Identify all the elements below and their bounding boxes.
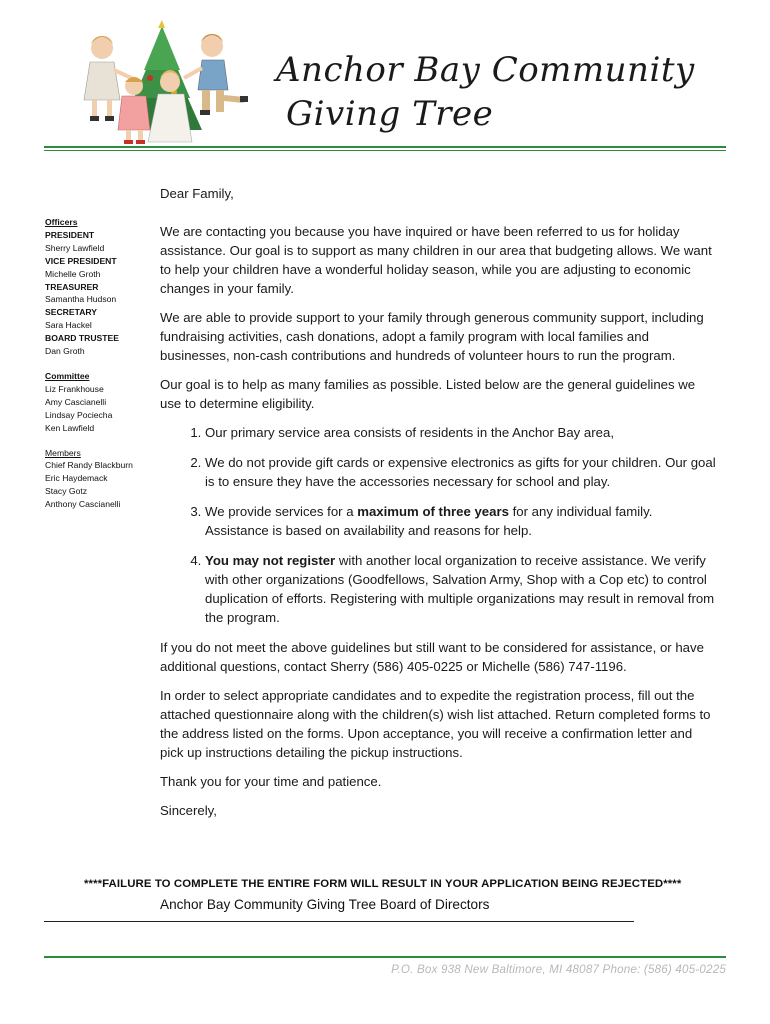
committee-heading: Committee (45, 370, 90, 381)
committee-member: Lindsay Pociecha (45, 409, 113, 420)
members-group (45, 447, 157, 512)
sidebar (45, 216, 157, 523)
committee-member: Amy Cascianelli (45, 396, 107, 407)
rejection-warning: ****FAILURE TO COMPLETE THE ENTIRE FORM WILL RESULT IN YOUR APPLICATION BEING REJECTED**** (84, 878, 682, 890)
list-item (205, 453, 716, 491)
paragraph-intro: We are contacting you because you have inquired or have been referred to us for holiday assistance. Our goal is to support as many children in our area that budgeting allows. We want to help your children have a wonderful holiday season, while you are adjusting to economic changes in your family. (160, 224, 712, 296)
greeting: Dear Family, (160, 186, 234, 201)
guidelines-list (160, 423, 716, 627)
guideline-text: Our primary service area consists of residents in the Anchor Bay area, (205, 425, 614, 440)
paragraph-registration: In order to select appropriate candidates and to expedite the registration process, fill out the attached questionnaire along with the children(s) wish list attached. Return completed forms to the address listed on the forms. Upon acceptance, you will receive a confirmation letter and pick up instructions detailing the pickup instructions. (160, 688, 711, 760)
officers-heading: Officers (45, 217, 78, 227)
closing: Sincerely, (160, 803, 217, 818)
list-item (205, 502, 716, 540)
title-line-2: Giving Tree (286, 94, 494, 134)
title-line-1: Anchor Bay Community (276, 50, 695, 90)
footer-address: P.O. Box 938 New Baltimore, MI 48087 Phone: (586) 405-0225 (391, 963, 726, 976)
officer-name: Sherry Lawfield (45, 242, 105, 253)
list-item (205, 423, 716, 442)
paragraph-thanks: Thank you for your time and patience. (160, 774, 382, 789)
officer-name: Sara Hackel (45, 320, 92, 331)
guideline-emphasis: maximum of three years (357, 504, 509, 519)
committee-group (45, 370, 157, 435)
member-name: Stacy Gotz (45, 486, 88, 497)
guideline-emphasis: You may not register (205, 553, 336, 568)
officer-role: VICE PRESIDENT (45, 255, 117, 266)
signature-rule (44, 921, 634, 922)
letter-body (160, 184, 716, 830)
children-tree-illustration (62, 18, 262, 148)
signature-line: Anchor Bay Community Giving Tree Board of Directors (160, 897, 490, 912)
member-name: Anthony Cascianelli (45, 499, 121, 510)
officer-name: Samantha Hudson (45, 294, 117, 305)
guideline-text: We do not provide gift cards or expensive electronics as gifts for your children. Our goal is to ensure they have the accessories necessary for school and play. (205, 455, 716, 489)
guideline-text: for any individual family. Assistance is based on availability and reasons for help. (205, 504, 653, 538)
officer-role: PRESIDENT (45, 229, 95, 240)
officer-role: BOARD TRUSTEE (45, 333, 120, 344)
paragraph-support: We are able to provide support to your family through generous community support, including fundraising activities, cash donations, adopt a family program with local families and businesses, non-cash contributions and hundreds of volunteer hours to run the program. (160, 310, 704, 363)
committee-member: Liz Frankhouse (45, 383, 104, 394)
guideline-text: We provide services for a (205, 504, 358, 519)
officer-name: Michelle Groth (45, 268, 101, 279)
member-name: Eric Haydemack (45, 473, 108, 484)
members-heading: Members (45, 447, 81, 458)
paragraph-contact: If you do not meet the above guidelines but still want to be considered for assistance, or have additional questions, contact Sherry (586) 405-0225 or Michelle (586) 747-1196. (160, 640, 704, 674)
officers-group (45, 216, 157, 358)
officer-name: Dan Groth (45, 346, 85, 357)
footer-divider (44, 956, 726, 958)
list-item (205, 551, 716, 627)
committee-member: Ken Lawfield (45, 422, 95, 433)
page-title (276, 48, 695, 136)
paragraph-goal: Our goal is to help as many families as possible. Listed below are the general guidelines we use to determine eligibility. (160, 377, 696, 411)
guideline-text: with another local organization to receive assistance. We verify with other organizations (Goodfellows, Salvation Army, Shop with a Cop etc) to control duplication of efforts. Registering with multiple organizations may result in removal from the program. (205, 553, 715, 625)
officer-role: TREASURER (45, 281, 99, 292)
header-divider (44, 146, 726, 148)
officer-role: SECRETARY (45, 307, 98, 318)
member-name: Chief Randy Blackburn (45, 460, 133, 471)
header-divider-thin (44, 150, 726, 151)
